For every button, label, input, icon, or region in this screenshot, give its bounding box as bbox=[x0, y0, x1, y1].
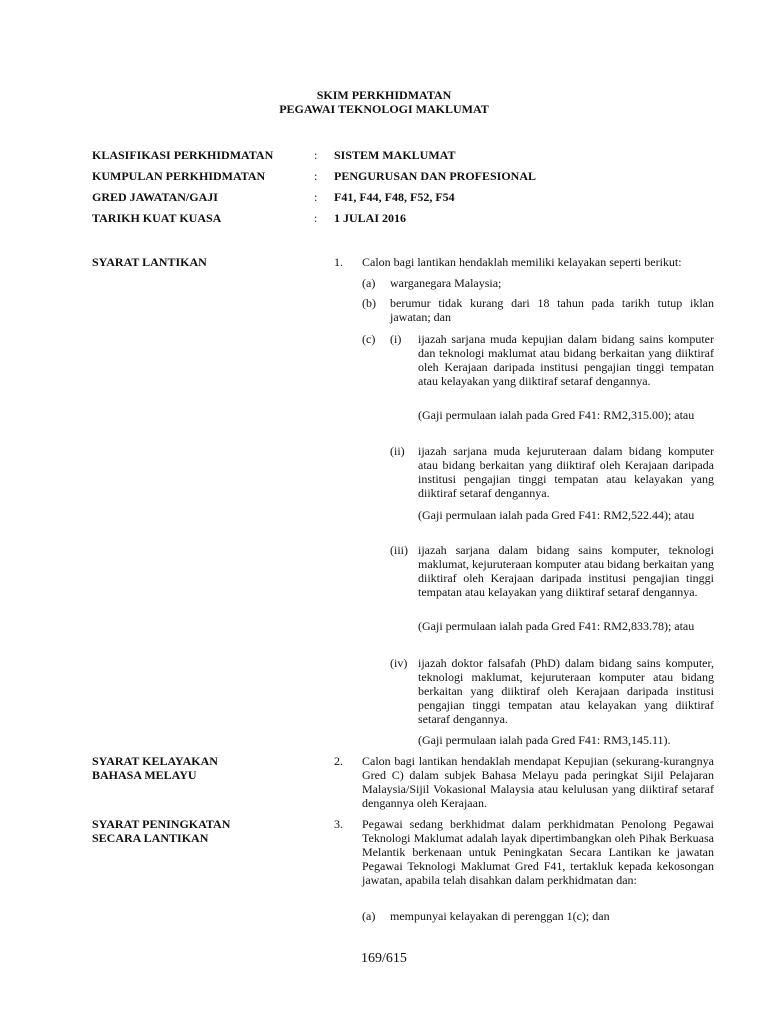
info-colon: : bbox=[314, 190, 318, 204]
subitem-text-iii: ijazah sarjana dalam bidang sains komputer, teknologi maklumat, kejuruteraan komputer atau bidang berkaitan yang diiktiraf oleh Kerajaan daripada institusi pengajian tinggi tempatan atau kelayakan yang diiktiraf setaraf dengannya. bbox=[418, 543, 714, 599]
subitem-label-i: (i) bbox=[390, 332, 402, 346]
document-title-line1: SKIM PERKHIDMATAN bbox=[316, 88, 452, 102]
gaji-note-ii: (Gaji permulaan ialah pada Gred F41: RM2,522.44); atau bbox=[418, 508, 695, 522]
info-colon: : bbox=[314, 148, 318, 162]
section-heading-peningkatan-line1: SYARAT PENINGKATAN bbox=[92, 817, 231, 831]
subitem-label-iii: (iii) bbox=[390, 543, 408, 557]
item-text-a: warganegara Malaysia; bbox=[390, 276, 502, 290]
item-text-peningkatan-a: mempunyai kelayakan di perenggan 1(c); dan bbox=[390, 909, 610, 923]
section-heading-peningkatan-line2: SECARA LANTIKAN bbox=[92, 831, 209, 845]
info-value-tarikh: 1 JULAI 2016 bbox=[334, 211, 407, 225]
info-label-tarikh: TARIKH KUAT KUASA bbox=[92, 211, 222, 225]
gaji-note-iv: (Gaji permulaan ialah pada Gred F41: RM3,145.11). bbox=[418, 733, 671, 747]
paragraph-number: 1. bbox=[334, 255, 343, 269]
info-value-kumpulan: PENGURUSAN DAN PROFESIONAL bbox=[334, 169, 537, 183]
page-number: 169/615 bbox=[361, 951, 407, 966]
item-label-b: (b) bbox=[362, 296, 376, 310]
paragraph-text-peningkatan: Pegawai sedang berkhidmat dalam perkhidmatan Penolong Pegawai Teknologi Maklumat adalah layak dipertimbangkan oleh Pihak Berkuasa Melantik berkenaan untuk Peningkatan Secara Lantikan ke jawatan Pegawai Teknologi Maklumat Gred F41, tertakluk kepada kekosongan jawatan, apabila telah disahkan dalam perkhidmatan dan: bbox=[362, 817, 714, 887]
paragraph-number: 2. bbox=[334, 754, 343, 768]
document-title-line2: PEGAWAI TEKNOLOGI MAKLUMAT bbox=[279, 102, 489, 116]
subitem-label-iv: (iv) bbox=[390, 656, 408, 670]
section-heading-bahasa-line2: BAHASA MELAYU bbox=[92, 768, 197, 782]
info-label-kumpulan: KUMPULAN PERKHIDMATAN bbox=[92, 169, 266, 183]
item-label-a: (a) bbox=[362, 276, 376, 290]
info-value-klasifikasi: SISTEM MAKLUMAT bbox=[334, 148, 456, 162]
paragraph-number: 3. bbox=[334, 817, 343, 831]
info-label-klasifikasi: KLASIFIKASI PERKHIDMATAN bbox=[92, 148, 274, 162]
subitem-text-i: ijazah sarjana muda kepujian dalam bidang sains komputer dan teknologi maklumat atau bidang berkaitan yang diiktiraf oleh Kerajaan daripada institusi pengajian tinggi tempatan atau kelayakan yang diiktiraf setaraf dengannya. bbox=[418, 332, 714, 388]
paragraph-intro: Calon bagi lantikan hendaklah memiliki kelayakan seperti berikut: bbox=[362, 255, 682, 269]
subitem-text-iv: ijazah doktor falsafah (PhD) dalam bidang sains komputer, teknologi maklumat, kejuruteraan komputer atau bidang berkaitan yang diiktiraf oleh Kerajaan daripada institusi pengajian tinggi tempatan atau kelayakan yang diiktiraf setaraf dengannya. bbox=[418, 656, 714, 726]
info-value-gred: F41, F44, F48, F52, F54 bbox=[334, 190, 455, 204]
gaji-note-iii: (Gaji permulaan ialah pada Gred F41: RM2,833.78); atau bbox=[418, 619, 695, 633]
item-label-a: (a) bbox=[362, 909, 376, 923]
item-label-c: (c) bbox=[362, 332, 376, 346]
section-heading-syarat-lantikan: SYARAT LANTIKAN bbox=[92, 255, 207, 269]
subitem-label-ii: (ii) bbox=[390, 444, 405, 458]
info-colon: : bbox=[314, 211, 318, 225]
paragraph-text-bahasa: Calon bagi lantikan hendaklah mendapat Kepujian (sekurang-kurangnya Gred C) dalam subjek Bahasa Melayu pada peringkat Sijil Pelajaran Malaysia/Sijil Vokasional Malaysia atau kelulusan yang diiktiraf setaraf dengannya oleh Kerajaan. bbox=[362, 754, 714, 810]
subitem-text-ii: ijazah sarjana muda kejuruteraan dalam bidang komputer atau bidang berkaitan yang diiktiraf oleh Kerajaan daripada institusi pengajian tinggi tempatan atau kelayakan yang diiktiraf setaraf dengannya. bbox=[418, 444, 714, 500]
section-heading-bahasa-line1: SYARAT KELAYAKAN bbox=[92, 754, 218, 768]
info-label-gred: GRED JAWATAN/GAJI bbox=[92, 190, 218, 204]
info-colon: : bbox=[314, 169, 318, 183]
item-text-b: berumur tidak kurang dari 18 tahun pada tarikh tutup iklan jawatan; dan bbox=[390, 296, 714, 324]
gaji-note-i: (Gaji permulaan ialah pada Gred F41: RM2,315.00); atau bbox=[418, 408, 695, 422]
